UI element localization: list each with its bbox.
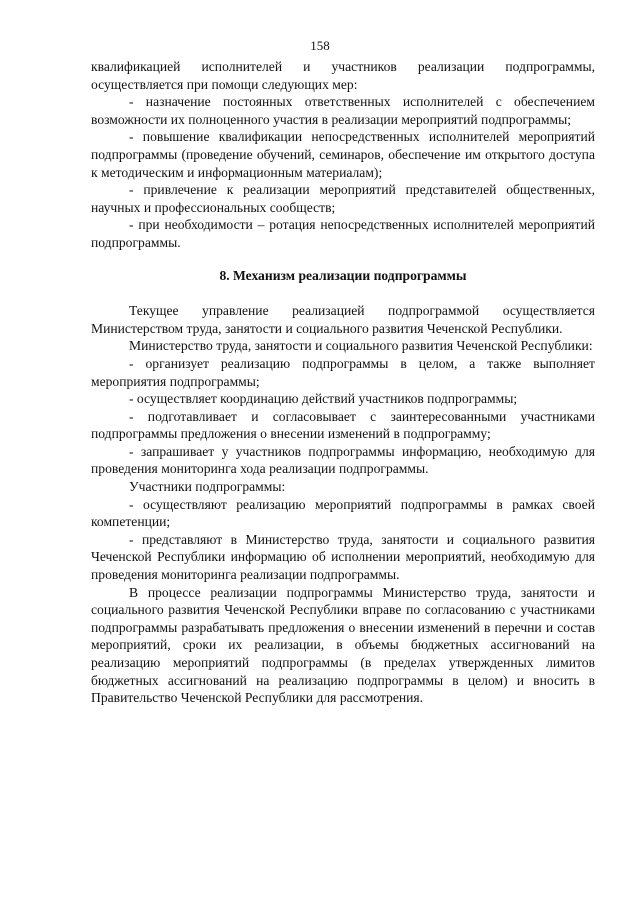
list-item: - подготавливает и согласовывает с заинтересованными участниками подпрограммы предложения о внесении изменений в подпрограмму; [91,408,595,442]
list-item: - запрашивает у участников подпрограммы информацию, необходимую для проведения мониторинга хода реализации подпрограммы. [91,443,595,477]
list-item: - организует реализацию подпрограммы в целом, а также выполняет мероприятия подпрограммы; [91,355,595,389]
paragraph: Министерство труда, занятости и социального развития Чеченской Республики: [129,338,593,354]
page-number: 158 [310,38,330,53]
paragraph: В процессе реализации подпрограммы Министерство труда, занятости и социального развития Чеченской Республики вправе по согласованию с участниками подпрограммы разрабатывать предложения о внесении изменений в перечни и состав мероприятий, сроки их реализации, в объемы бюджетных ассигнований на реализацию мероприятий подпрограммы (в пределах утвержденных лимитов бюджетных ассигнований на реализацию подпрограммы в целом) и вносить в Правительство Чеченской Республики для рассмотрения. [91,584,595,706]
paragraph: Текущее управление реализацией подпрограммой осуществляется Министерством труда, занятости и социального развития Чеченской Республики. [91,303,595,336]
document-body [91,58,595,707]
list-item: - привлечение к реализации мероприятий представителей общественных, научных и профессиональных сообществ; [91,182,595,215]
list-item: - повышение квалификации непосредственных исполнителей мероприятий подпрограммы (проведение обучений, семинаров, обеспечение им открытого доступа к методическим и информационным материалам); [91,129,595,180]
section-heading: 8. Механизм реализации подпрограммы [219,267,467,283]
paragraph: квалификацией исполнителей и участников реализации подпрограммы, осуществляется при помощи следующих мер: [91,59,595,92]
list-item: - осуществляют реализацию мероприятий подпрограммы в рамках своей компетенции; [91,496,595,530]
list-item: - осуществляет координацию действий участников подпрограммы; [129,391,518,407]
list-item: - назначение постоянных ответственных исполнителей с обеспечением возможности их полноценного участия в реализации мероприятий подпрограммы; [91,94,595,127]
list-item: - при необходимости – ротация непосредственных исполнителей мероприятий подпрограммы. [91,217,595,250]
list-item: - представляют в Министерство труда, занятости и социального развития Чеченской Республики информацию об исполнении мероприятий, необходимую для проведения мониторинга реализации подпрограммы. [91,531,595,583]
paragraph: Участники подпрограммы: [129,479,286,495]
